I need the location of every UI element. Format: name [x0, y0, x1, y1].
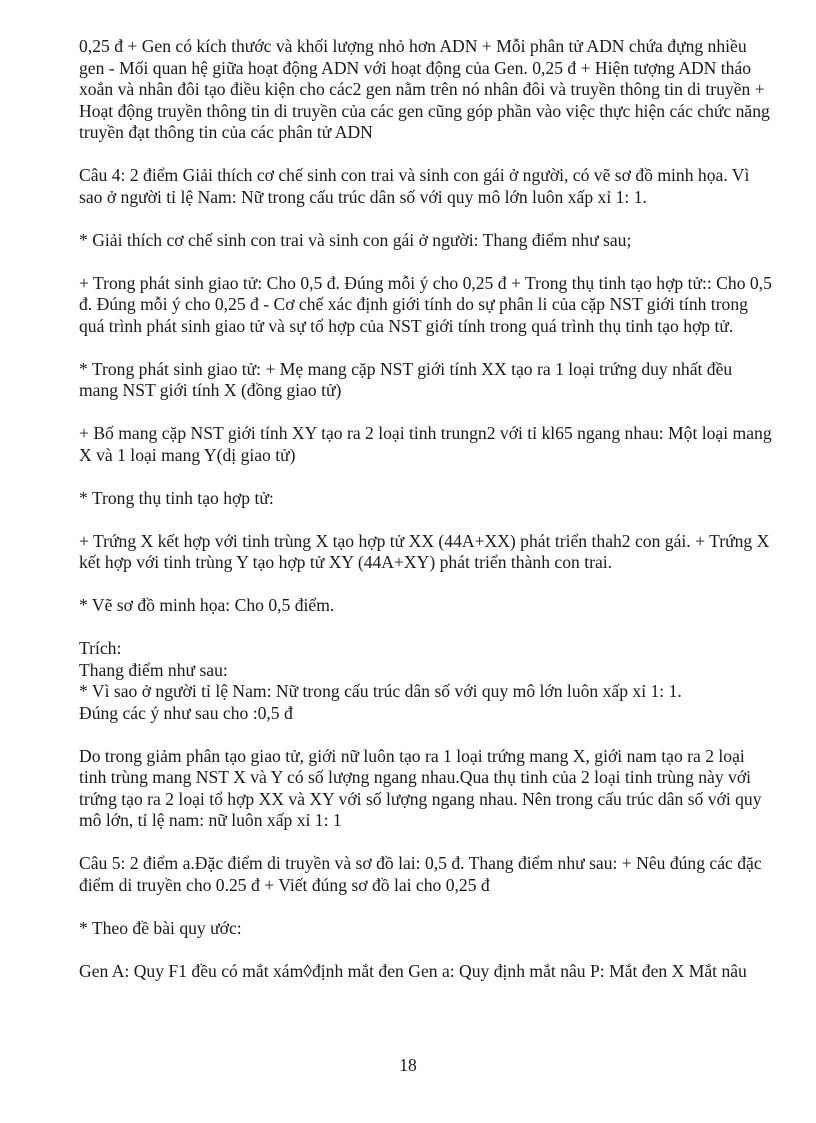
excerpt-block — [79, 638, 772, 724]
excerpt-line: Thang điểm như sau: — [79, 659, 228, 680]
excerpt-line: Trích: — [79, 638, 122, 658]
mechanism-scoring-intro: * Giải thích cơ chế sinh con trai và sinh con gái ở người: Thang điểm như sau; — [79, 229, 632, 250]
gene-convention: Gen A: Quy F1 đều có mắt xám◊định mắt đen Gen a: Quy định mắt nâu P: Mắt đen X Mắt nâu — [79, 960, 747, 981]
gamete-formation-father: + Bố mang cặp NST giới tính XY tạo ra 2 loại tinh trungn2 với tỉ kl65 ngang nhau: Một loại mang X và 1 loại mang Y(dị giao tử) — [79, 423, 772, 465]
gamete-formation-mother: * Trong phát sinh giao tử: + Mẹ mang cặp NST giới tính XX tạo ra 1 loại trứng duy nhất đều mang NST giới tính X (đồng giao tử) — [79, 358, 733, 400]
sex-ratio-explanation: Do trong giảm phân tạo giao tử, giới nữ luôn tạo ra 1 loại trứng mang X, giới nam tạo ra 2 loại tinh trùng mang NST X và Y có số lượng ngang nhau.Qua thụ tinh của 2 loại tinh trùng này với trứng tạo ra 2 loại tổ hợp XX và XY với số lượng ngang nhau. Nên trong cấu trúc dân số với quy mô lớn, tỉ lệ nam: nữ luôn xấp xỉ 1: 1 — [79, 745, 762, 830]
excerpt-line: * Vì sao ở người tỉ lệ Nam: Nữ trong cấu trúc dân số với quy mô lớn luôn xấp xỉ 1: 1. — [79, 681, 682, 701]
question-5-heading: Câu 5: 2 điểm a.Đặc điểm di truyền và sơ đồ lai: 0,5 đ. Thang điểm như sau: + Nêu đúng các đặc điểm di truyền cho 0.25 đ + Viết đúng sơ đồ lai cho 0,25 đ — [79, 853, 762, 895]
question-4-heading: Câu 4: 2 điểm Giải thích cơ chế sinh con trai và sinh con gái ở người, có vẽ sơ đồ minh họa. Vì sao ở người tỉ lệ Nam: Nữ trong cấu trúc dân số với quy mô lớn luôn xấp xỉ 1: 1. — [79, 165, 750, 207]
paragraph-dna-gene-relation: 0,25 đ + Gen có kích thước và khối lượng nhỏ hơn ADN + Mỗi phân tử ADN chứa đựng nhiều gen - Mối quan hệ giữa hoạt động ADN với hoạt động của Gen. 0,25 đ + Hiện tượng ADN tháo xoắn và nhân đôi tạo điều kiện cho các2 gen nằm trên nó nhân đôi và truyền thông tin di truyền + Hoạt động truyền thông tin di truyền của các gen cũng góp phần vào việc thực hiện các chức năng truyền đạt thông tin của các phân tử ADN — [79, 36, 770, 142]
scoring-gamete-fertilization: + Trong phát sinh giao tử: Cho 0,5 đ. Đúng mỗi ý cho 0,25 đ + Trong thụ tinh tạo hợp tử:: Cho 0,5 đ. Đúng mỗi ý cho 0,25 đ - Cơ chế xác định giới tính do sự phân li của cặp NST giới tính trong quá trình phát sinh giao tử và sự tổ hợp của NST giới tính trong quá trình thụ tinh tạo hợp tử. — [79, 272, 772, 336]
convention-intro: * Theo đề bài quy ước: — [79, 917, 242, 938]
diagram-scoring: * Vẽ sơ đồ minh họa: Cho 0,5 điểm. — [79, 595, 335, 615]
fertilization-heading: * Trong thụ tinh tạo hợp tử: — [79, 487, 274, 508]
fertilization-outcomes: + Trứng X kết hợp với tinh trùng X tạo hợp tử XX (44A+XX) phát triển thah2 con gái. + Trứng X kết hợp với tinh trùng Y tạo hợp tử XY (44A+XY) phát triển thành con trai. — [79, 530, 770, 572]
excerpt-line: Đúng các ý như sau cho :0,5 đ — [79, 702, 293, 723]
page-number: 18 — [399, 1055, 417, 1075]
